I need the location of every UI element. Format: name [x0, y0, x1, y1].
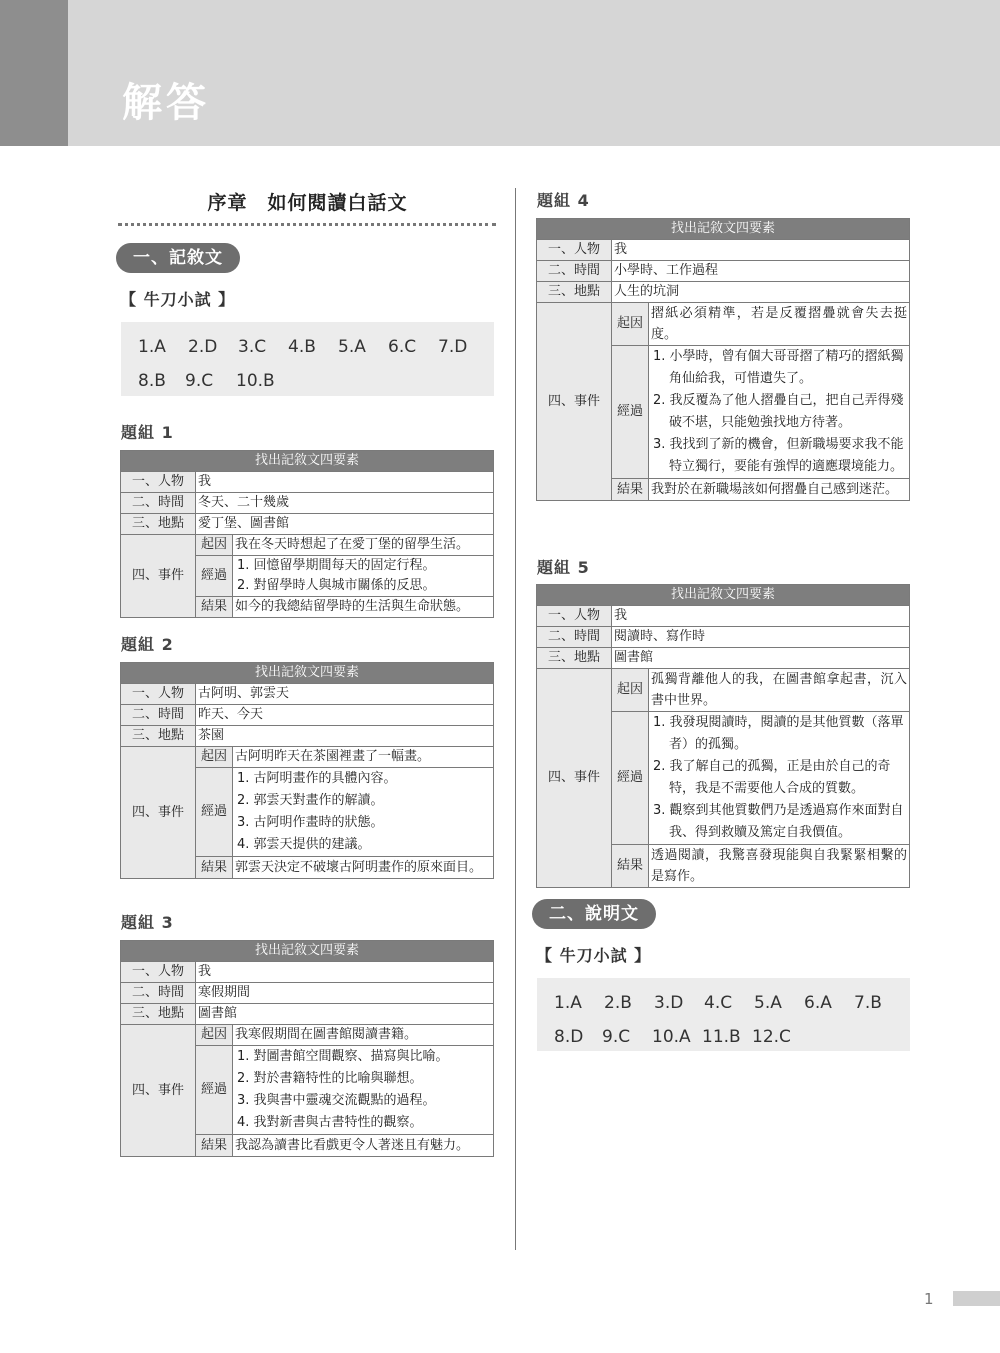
- label-cause: 起因: [612, 303, 649, 346]
- value-person: 我: [196, 472, 494, 493]
- group-title-1: 題組 1: [121, 423, 174, 442]
- label-place: 三、地點: [537, 282, 612, 303]
- answer-item: 4.C: [704, 993, 733, 1013]
- answer-item: 3.D: [654, 993, 684, 1013]
- quick-test-label-2: 【 牛刀小試 】: [536, 946, 652, 965]
- answer-item: 5.A: [754, 993, 782, 1013]
- label-place: 三、地點: [121, 1004, 196, 1025]
- value-cause: 摺紙必須精準，若是反覆摺疊就會失去挺度。: [649, 303, 910, 346]
- label-person: 一、人物: [121, 472, 196, 493]
- value-place: 圖書館: [196, 1004, 494, 1025]
- label-result: 結果: [196, 857, 233, 879]
- value-place: 茶園: [196, 726, 494, 747]
- process-item: 2. 對於書籍特性的比喻與聯想。: [237, 1071, 423, 1086]
- label-process: 經過: [196, 556, 233, 597]
- label-place: 三、地點: [537, 648, 612, 669]
- label-process: 經過: [196, 1046, 233, 1135]
- group-title-5: 題組 5: [537, 558, 590, 577]
- table-header: 找出記敘文四要素: [537, 219, 910, 240]
- label-time: 二、時間: [537, 627, 612, 648]
- label-time: 二、時間: [121, 493, 196, 514]
- label-person: 一、人物: [121, 962, 196, 983]
- value-result: 透過閱讀，我驚喜發現能與自我緊緊相繫的是寫作。: [649, 845, 910, 888]
- value-time: 昨天、今天: [196, 705, 494, 726]
- value-person: 我: [612, 606, 910, 627]
- process-item: 4. 郭雲天提供的建議。: [237, 837, 371, 852]
- section-title-expository: 二、說明文: [532, 899, 656, 929]
- answer-item: 5.A: [338, 337, 366, 357]
- label-cause: 起因: [196, 747, 233, 768]
- answer-row: [554, 1020, 910, 1054]
- label-cause: 起因: [196, 1025, 233, 1046]
- label-person: 一、人物: [537, 240, 612, 261]
- process-item: 1. 對圖書館空間觀察、描寫與比喻。: [237, 1049, 449, 1064]
- answer-item: 2.D: [188, 337, 218, 357]
- value-process: [233, 768, 494, 857]
- process-item: 2. 我反覆為了他人摺疊自己，把自己弄得殘破不堪，只能勉強找地方待著。: [653, 393, 904, 430]
- process-item: 1. 回憶留學期間每天的固定行程。: [237, 558, 436, 573]
- column-divider: [515, 188, 516, 1250]
- label-person: 一、人物: [537, 606, 612, 627]
- elements-table-1: [120, 450, 494, 618]
- label-cause: 起因: [612, 669, 649, 712]
- answer-item: 7.D: [438, 337, 468, 357]
- value-time: 閱讀時、寫作時: [612, 627, 910, 648]
- label-event: 四、事件: [537, 669, 612, 888]
- answer-item: 10.A: [652, 1027, 691, 1047]
- label-result: 結果: [196, 1135, 233, 1157]
- answer-item: 8.B: [138, 371, 166, 391]
- label-event: 四、事件: [121, 747, 196, 879]
- value-person: 古阿明、郭雲天: [196, 684, 494, 705]
- value-result: 我對於在新職場該如何摺疊自己感到迷茫。: [649, 479, 910, 501]
- page-title: 解答: [122, 80, 210, 126]
- value-result: 我認為讀書比看戲更令人著迷且有魅力。: [233, 1135, 494, 1157]
- table-header: 找出記敘文四要素: [121, 941, 494, 962]
- answer-item: 10.B: [236, 371, 275, 391]
- chapter-title: 序章 如何閱讀白話文: [207, 192, 408, 214]
- value-process: [649, 346, 910, 479]
- group-title-2: 題組 2: [121, 635, 174, 654]
- label-process: 經過: [196, 768, 233, 857]
- elements-table-5: [536, 584, 910, 888]
- dotted-divider: [118, 223, 496, 226]
- label-result: 結果: [612, 479, 649, 501]
- value-time: 寒假期間: [196, 983, 494, 1004]
- answer-item: 11.B: [702, 1027, 741, 1047]
- value-cause: 我寒假期間在圖書館閱讀書籍。: [233, 1025, 494, 1046]
- answer-row: [138, 364, 494, 398]
- value-person: 我: [612, 240, 910, 261]
- label-place: 三、地點: [121, 726, 196, 747]
- value-cause: 孤獨背離他人的我，在圖書館拿起書，沉入書中世界。: [649, 669, 910, 712]
- section-title-narrative: 一、記敘文: [116, 243, 240, 273]
- answer-item: 3.C: [238, 337, 267, 357]
- answer-item: 1.A: [138, 337, 166, 357]
- value-result: 郭雲天決定不破壞古阿明畫作的原來面目。: [233, 857, 494, 879]
- value-process: [649, 712, 910, 845]
- value-result: 如今的我總結留學時的生活與生命狀態。: [233, 597, 494, 618]
- label-time: 二、時間: [121, 983, 196, 1004]
- answer-item: 6.A: [804, 993, 832, 1013]
- value-process: [233, 1046, 494, 1135]
- label-result: 結果: [196, 597, 233, 618]
- label-process: 經過: [612, 712, 649, 845]
- process-item: 1. 小學時，曾有個大哥哥摺了精巧的摺紙獨角仙給我，可惜遺失了。: [653, 349, 904, 386]
- answer-item: 9.C: [602, 1027, 631, 1047]
- value-time: 冬天、二十幾歲: [196, 493, 494, 514]
- table-header: 找出記敘文四要素: [121, 663, 494, 684]
- value-place: 圖書館: [612, 648, 910, 669]
- value-place: 愛丁堡、圖書館: [196, 514, 494, 535]
- label-time: 二、時間: [121, 705, 196, 726]
- value-cause: 古阿明昨天在茶園裡畫了一幅畫。: [233, 747, 494, 768]
- answer-item: 12.C: [752, 1027, 791, 1047]
- process-item: 1. 我發現閱讀時，閱讀的是其他質數（落單者）的孤獨。: [653, 715, 904, 752]
- process-item: 4. 我對新書與古書特性的觀察。: [237, 1115, 423, 1130]
- answer-item: 8.D: [554, 1027, 584, 1047]
- label-process: 經過: [612, 346, 649, 479]
- label-result: 結果: [612, 845, 649, 888]
- label-place: 三、地點: [121, 514, 196, 535]
- page-number: 1: [924, 1290, 934, 1308]
- process-item: 2. 對留學時人與城市關係的反思。: [237, 578, 436, 593]
- elements-table-4: [536, 218, 910, 501]
- table-header: 找出記敘文四要素: [121, 451, 494, 472]
- value-cause: 我在冬天時想起了在愛丁堡的留學生活。: [233, 535, 494, 556]
- label-event: 四、事件: [121, 1025, 196, 1157]
- process-item: 3. 古阿明作畫時的狀態。: [237, 815, 384, 830]
- answer-row: [554, 986, 910, 1020]
- process-item: 3. 觀察到其他質數們乃是透過寫作來面對自我、得到救贖及篤定自我價值。: [653, 803, 904, 840]
- process-item: 2. 我了解自己的孤獨，正是由於自己的奇特，我是不需要他人合成的質數。: [653, 759, 891, 796]
- answer-box-2: [537, 978, 910, 1051]
- value-process: [233, 556, 494, 597]
- elements-table-2: [120, 662, 494, 879]
- process-item: 3. 我找到了新的機會，但新職場要求我不能特立獨行，要能有強悍的適應環境能力。: [653, 437, 904, 474]
- answer-item: 9.C: [185, 371, 214, 391]
- answer-item: 2.B: [604, 993, 632, 1013]
- label-cause: 起因: [196, 535, 233, 556]
- table-header: 找出記敘文四要素: [537, 585, 910, 606]
- answer-item: 4.B: [288, 337, 316, 357]
- group-title-3: 題組 3: [121, 913, 174, 932]
- answer-row: [138, 330, 494, 364]
- process-item: 3. 我與書中靈魂交流觀點的過程。: [237, 1093, 436, 1108]
- answer-box-1: [121, 322, 494, 396]
- answer-item: 7.B: [854, 993, 882, 1013]
- answer-item: 6.C: [388, 337, 417, 357]
- answer-item: 1.A: [554, 993, 582, 1013]
- label-person: 一、人物: [121, 684, 196, 705]
- value-time: 小學時、工作過程: [612, 261, 910, 282]
- page-number-bar: [953, 1291, 1000, 1306]
- process-item: 1. 古阿明畫作的具體內容。: [237, 771, 397, 786]
- group-title-4: 題組 4: [537, 191, 590, 210]
- quick-test-label: 【 牛刀小試 】: [120, 290, 236, 309]
- elements-table-3: [120, 940, 494, 1157]
- value-place: 人生的坑洞: [612, 282, 910, 303]
- header-side-block: [0, 0, 68, 146]
- label-event: 四、事件: [121, 535, 196, 618]
- value-person: 我: [196, 962, 494, 983]
- label-event: 四、事件: [537, 303, 612, 501]
- label-time: 二、時間: [537, 261, 612, 282]
- process-item: 2. 郭雲天對畫作的解讀。: [237, 793, 384, 808]
